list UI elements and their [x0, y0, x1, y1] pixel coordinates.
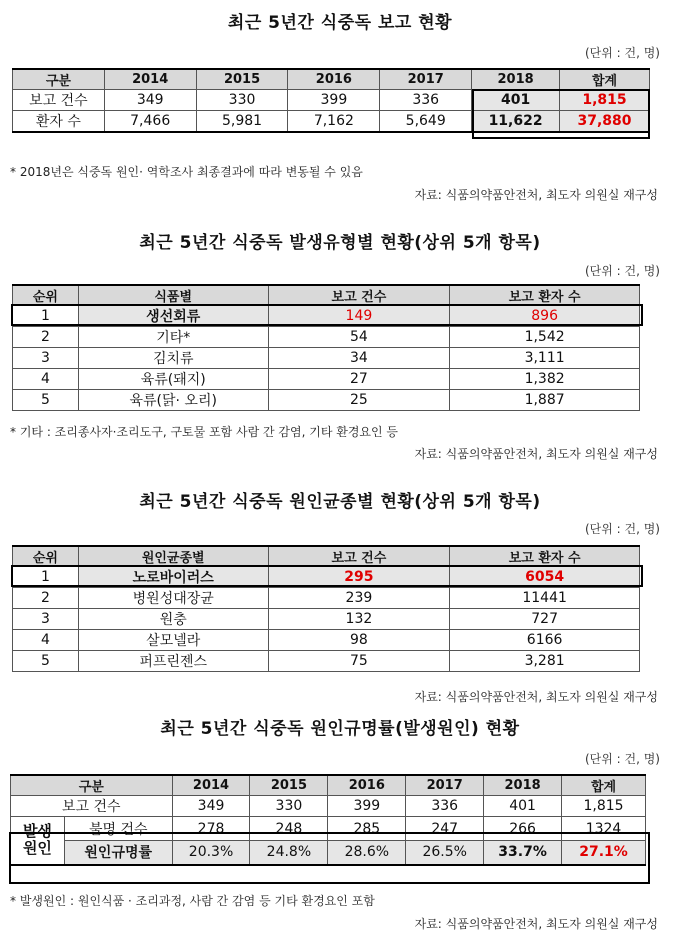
rank-cell: 1: [13, 567, 79, 588]
reports-cell: 34: [268, 348, 450, 369]
patients-cell: 3,281: [450, 651, 640, 672]
header-cell: 2017: [380, 69, 472, 90]
header-cell: 합계: [562, 775, 646, 796]
table-cell: 247: [406, 817, 484, 841]
table-cell: 1,815: [560, 90, 650, 111]
reports-cell: 25: [268, 390, 450, 411]
header-cell: 2014: [172, 775, 250, 796]
row-label: 보고 건수: [11, 796, 173, 817]
table-cell: 5,649: [380, 111, 472, 133]
header-cell: 합계: [560, 69, 650, 90]
rank-cell: 5: [13, 651, 79, 672]
row-label: 원인규명률: [64, 841, 172, 865]
food-cell: 육류(닭· 오리): [78, 390, 268, 411]
section1-unit: (단위 : 건, 명): [584, 46, 660, 60]
table-cell: 278: [172, 817, 250, 841]
section3-title: 최근 5년간 식중독 원인균종별 현황(상위 5개 항목): [139, 492, 541, 512]
header-cell: 2016: [288, 69, 380, 90]
food-cell: 육류(돼지): [78, 369, 268, 390]
reports-cell: 54: [268, 327, 450, 348]
section4-note: * 발생원인 : 원인식품 · 조리과정, 사람 간 감염 등 기타 환경요인 포함: [10, 894, 375, 908]
patients-cell: 1,382: [450, 369, 640, 390]
table-cell: 33.7%: [484, 841, 562, 865]
table-cell: 330: [250, 796, 328, 817]
patients-cell: 3,111: [450, 348, 640, 369]
reports-cell: 239: [268, 588, 450, 609]
table-cell: 399: [288, 90, 380, 111]
table-cell: 7,466: [104, 111, 196, 133]
table-row: [13, 306, 640, 327]
table-cell: 266: [484, 817, 562, 841]
section2-source: 자료: 식품의약품안전처, 최도자 의원실 재구성: [414, 447, 658, 461]
header-cell: 2017: [406, 775, 484, 796]
table-cell: 401: [472, 90, 560, 111]
pathogen-cell: 퍼프린젠스: [78, 651, 268, 672]
header-cell: 2018: [472, 69, 560, 90]
row-label: 보고 건수: [13, 90, 105, 111]
group-label-line2: 원인: [22, 839, 52, 858]
reports-cell: 98: [268, 630, 450, 651]
food-cell: 기타*: [78, 327, 268, 348]
row-label: 환자 수: [13, 111, 105, 133]
rank-cell: 2: [13, 588, 79, 609]
section2-header-row: [13, 285, 640, 306]
pathogen-cell: 노로바이러스: [78, 567, 268, 588]
section1-note: * 2018년은 식중독 원인· 역학조사 최종결과에 따라 변동될 수 있음: [10, 165, 363, 179]
rank-cell: 5: [13, 390, 79, 411]
rank-cell: 4: [13, 369, 79, 390]
table-row: [13, 90, 650, 111]
patients-cell: 6054: [450, 567, 640, 588]
table-cell: 285: [328, 817, 406, 841]
patients-cell: 1,887: [450, 390, 640, 411]
section4-table: [10, 774, 646, 866]
table-cell: 7,162: [288, 111, 380, 133]
table-row: [13, 390, 640, 411]
food-cell: 생선회류: [78, 306, 268, 327]
section1-table: [12, 68, 650, 133]
table-cell: 330: [196, 90, 288, 111]
rank-cell: 2: [13, 327, 79, 348]
table-cell: 1324: [562, 817, 646, 841]
table-cell: 5,981: [196, 111, 288, 133]
header-cell: 보고 환자 수: [450, 546, 640, 567]
table-cell: 399: [328, 796, 406, 817]
header-cell: 구분: [11, 775, 173, 796]
rank-cell: 1: [13, 306, 79, 327]
table-cell: 336: [380, 90, 472, 111]
section1-header-row: [13, 69, 650, 90]
patients-cell: 1,542: [450, 327, 640, 348]
section2-note: * 기타 : 조리종사자·조리도구, 구토물 포함 사람 간 감염, 기타 환경요인 등: [10, 425, 399, 439]
rank-cell: 4: [13, 630, 79, 651]
table-cell: 28.6%: [328, 841, 406, 865]
table-row: [13, 369, 640, 390]
patients-cell: 6166: [450, 630, 640, 651]
patients-cell: 896: [450, 306, 640, 327]
table-cell: 27.1%: [562, 841, 646, 865]
header-cell: 보고 건수: [268, 285, 450, 306]
header-cell: 2014: [104, 69, 196, 90]
section4-source: 자료: 식품의약품안전처, 최도자 의원실 재구성: [414, 917, 658, 931]
table-cell: 20.3%: [172, 841, 250, 865]
table-cell: 37,880: [560, 111, 650, 133]
patients-cell: 11441: [450, 588, 640, 609]
food-cell: 김치류: [78, 348, 268, 369]
section3-unit: (단위 : 건, 명): [584, 522, 660, 536]
table-row: [13, 588, 640, 609]
table-cell: 349: [104, 90, 196, 111]
section4-header-row: [11, 775, 646, 796]
reports-cell: 149: [268, 306, 450, 327]
table-cell: 26.5%: [406, 841, 484, 865]
table-cell: 401: [484, 796, 562, 817]
table-row: [13, 651, 640, 672]
table-row: [11, 817, 646, 841]
table-cell: 11,622: [472, 111, 560, 133]
section3-table: [12, 545, 640, 672]
section1-title: 최근 5년간 식중독 보고 현황: [227, 13, 453, 33]
header-cell: 순위: [13, 546, 79, 567]
pathogen-cell: 병원성대장균: [78, 588, 268, 609]
header-cell: 보고 건수: [268, 546, 450, 567]
section3-header-row: [13, 546, 640, 567]
patients-cell: 727: [450, 609, 640, 630]
pathogen-cell: 원충: [78, 609, 268, 630]
table-cell: 336: [406, 796, 484, 817]
section1-source: 자료: 식품의약품안전처, 최도자 의원실 재구성: [414, 188, 658, 202]
row-label: 불명 건수: [64, 817, 172, 841]
table-cell: 24.8%: [250, 841, 328, 865]
pathogen-cell: 살모넬라: [78, 630, 268, 651]
section4-title: 최근 5년간 식중독 원인규명률(발생원인) 현황: [160, 719, 520, 739]
group-label-line1: 발생: [22, 822, 52, 841]
reports-cell: 132: [268, 609, 450, 630]
rank-cell: 3: [13, 348, 79, 369]
table-row: [13, 111, 650, 133]
section2-unit: (단위 : 건, 명): [584, 264, 660, 278]
table-cell: 1,815: [562, 796, 646, 817]
table-row: [13, 630, 640, 651]
header-cell: 보고 환자 수: [450, 285, 640, 306]
table-row: [11, 841, 646, 865]
table-cell: 248: [250, 817, 328, 841]
table-row: [11, 796, 646, 817]
reports-cell: 295: [268, 567, 450, 588]
header-cell: 2015: [196, 69, 288, 90]
header-cell: 2016: [328, 775, 406, 796]
rank-cell: 3: [13, 609, 79, 630]
header-cell: 2018: [484, 775, 562, 796]
table-cell: 349: [172, 796, 250, 817]
header-cell: 식품별: [78, 285, 268, 306]
table-row: [13, 609, 640, 630]
header-cell: 원인균종별: [78, 546, 268, 567]
section2-table: [12, 284, 640, 411]
reports-cell: 27: [268, 369, 450, 390]
reports-cell: 75: [268, 651, 450, 672]
group-label-cell: [11, 817, 65, 865]
table-row: [13, 567, 640, 588]
table-row: [13, 327, 640, 348]
section4-unit: (단위 : 건, 명): [584, 752, 660, 766]
table-row: [13, 348, 640, 369]
header-cell: 2015: [250, 775, 328, 796]
header-cell: 순위: [13, 285, 79, 306]
header-cell: 구분: [13, 69, 105, 90]
section2-title: 최근 5년간 식중독 발생유형별 현황(상위 5개 항목): [139, 233, 541, 253]
section3-source: 자료: 식품의약품안전처, 최도자 의원실 재구성: [414, 690, 658, 704]
